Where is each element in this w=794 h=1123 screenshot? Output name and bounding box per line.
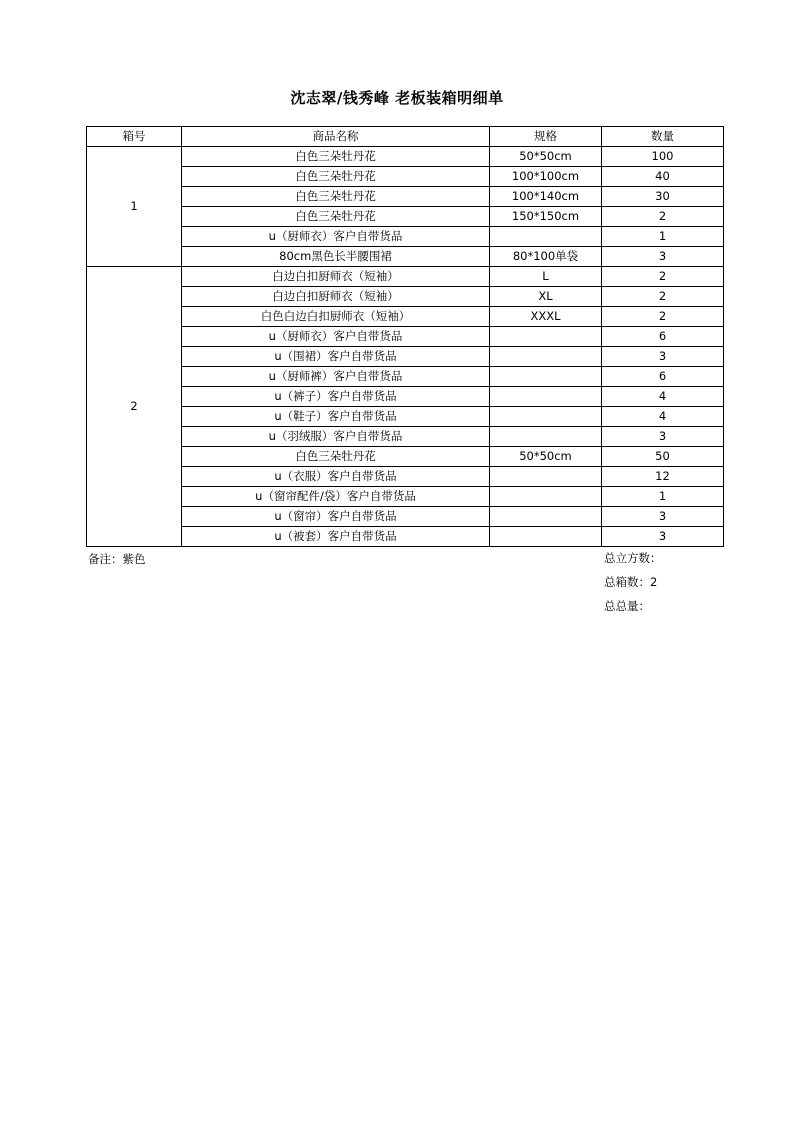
- table-row: [87, 527, 724, 547]
- table-header-row: [87, 127, 724, 147]
- quantity-cell: 4: [602, 407, 724, 427]
- spec-cell: [490, 327, 602, 347]
- table-row: [87, 147, 724, 167]
- product-name-cell: 白边白扣厨师衣（短袖）: [182, 287, 490, 307]
- header-spec: 规格: [490, 127, 602, 147]
- table-row: [87, 427, 724, 447]
- product-name-cell: 白色白边白扣厨师衣（短袖）: [182, 307, 490, 327]
- quantity-cell: 3: [602, 507, 724, 527]
- product-name-cell: 白色三朵牡丹花: [182, 207, 490, 227]
- table-row: [87, 187, 724, 207]
- product-name-cell: u（窗帘）客户自带货品: [182, 507, 490, 527]
- header-box-number: 箱号: [87, 127, 182, 147]
- quantity-cell: 3: [602, 247, 724, 267]
- quantity-cell: 12: [602, 467, 724, 487]
- product-name-cell: 白色三朵牡丹花: [182, 147, 490, 167]
- product-name-cell: u（窗帘配件/袋）客户自带货品: [182, 487, 490, 507]
- total-weight-label: 总总量：: [604, 599, 650, 613]
- quantity-cell: 50: [602, 447, 724, 467]
- table-row: [87, 287, 724, 307]
- table-row: [87, 347, 724, 367]
- product-name-cell: 白边白扣厨师衣（短袖）: [182, 267, 490, 287]
- table-row: [87, 367, 724, 387]
- quantity-cell: 3: [602, 427, 724, 447]
- table-body: [87, 147, 724, 547]
- spec-cell: [490, 527, 602, 547]
- product-name-cell: u（厨师裤）客户自带货品: [182, 367, 490, 387]
- product-name-cell: u（裤子）客户自带货品: [182, 387, 490, 407]
- table-row: [87, 327, 724, 347]
- spec-cell: [490, 347, 602, 367]
- table-row: [87, 207, 724, 227]
- quantity-cell: 30: [602, 187, 724, 207]
- product-name-cell: u（被套）客户自带货品: [182, 527, 490, 547]
- table-row: [87, 467, 724, 487]
- product-name-cell: 白色三朵牡丹花: [182, 187, 490, 207]
- table-row: [87, 247, 724, 267]
- spec-cell: [490, 387, 602, 407]
- header-quantity: 数量: [602, 127, 724, 147]
- total-boxes-label: 总箱数：2: [604, 575, 658, 589]
- box-number-cell: 1: [87, 147, 182, 267]
- spec-cell: [490, 367, 602, 387]
- quantity-cell: 4: [602, 387, 724, 407]
- quantity-cell: 2: [602, 207, 724, 227]
- header-product-name: 商品名称: [182, 127, 490, 147]
- quantity-cell: 6: [602, 327, 724, 347]
- quantity-cell: 2: [602, 287, 724, 307]
- spec-cell: 150*150cm: [490, 207, 602, 227]
- quantity-cell: 6: [602, 367, 724, 387]
- totals-block: [604, 549, 662, 621]
- box-number-cell: 2: [87, 267, 182, 547]
- product-name-cell: u（厨师衣）客户自带货品: [182, 227, 490, 247]
- note-text: 备注：紫色: [88, 552, 146, 566]
- spec-cell: 50*50cm: [490, 447, 602, 467]
- product-name-cell: u（围裙）客户自带货品: [182, 347, 490, 367]
- spec-cell: [490, 227, 602, 247]
- quantity-cell: 3: [602, 527, 724, 547]
- spec-cell: [490, 427, 602, 447]
- spec-cell: L: [490, 267, 602, 287]
- product-name-cell: 80cm黑色长半腰围裙: [182, 247, 490, 267]
- quantity-cell: 1: [602, 487, 724, 507]
- table-row: [87, 307, 724, 327]
- document-title: 沈志翠/钱秀峰 老板装箱明细单: [290, 89, 504, 107]
- quantity-cell: 3: [602, 347, 724, 367]
- quantity-cell: 100: [602, 147, 724, 167]
- spec-cell: XXXL: [490, 307, 602, 327]
- quantity-cell: 2: [602, 267, 724, 287]
- spec-cell: XL: [490, 287, 602, 307]
- spec-cell: [490, 407, 602, 427]
- product-name-cell: u（羽绒服）客户自带货品: [182, 427, 490, 447]
- spec-cell: [490, 507, 602, 527]
- total-volume-label: 总立方数：: [604, 551, 662, 565]
- table-row: [87, 227, 724, 247]
- quantity-cell: 2: [602, 307, 724, 327]
- packing-list-table: [86, 126, 724, 547]
- table-row: [87, 487, 724, 507]
- product-name-cell: u（厨师衣）客户自带货品: [182, 327, 490, 347]
- product-name-cell: u（衣服）客户自带货品: [182, 467, 490, 487]
- spec-cell: [490, 467, 602, 487]
- table-row: [87, 507, 724, 527]
- spec-cell: [490, 487, 602, 507]
- product-name-cell: 白色三朵牡丹花: [182, 167, 490, 187]
- table-row: [87, 267, 724, 287]
- spec-cell: 100*100cm: [490, 167, 602, 187]
- spec-cell: 50*50cm: [490, 147, 602, 167]
- product-name-cell: 白色三朵牡丹花: [182, 447, 490, 467]
- table-row: [87, 167, 724, 187]
- spec-cell: 100*140cm: [490, 187, 602, 207]
- spec-cell: 80*100单袋: [490, 247, 602, 267]
- table-row: [87, 407, 724, 427]
- quantity-cell: 1: [602, 227, 724, 247]
- quantity-cell: 40: [602, 167, 724, 187]
- table-row: [87, 387, 724, 407]
- product-name-cell: u（鞋子）客户自带货品: [182, 407, 490, 427]
- table-row: [87, 447, 724, 467]
